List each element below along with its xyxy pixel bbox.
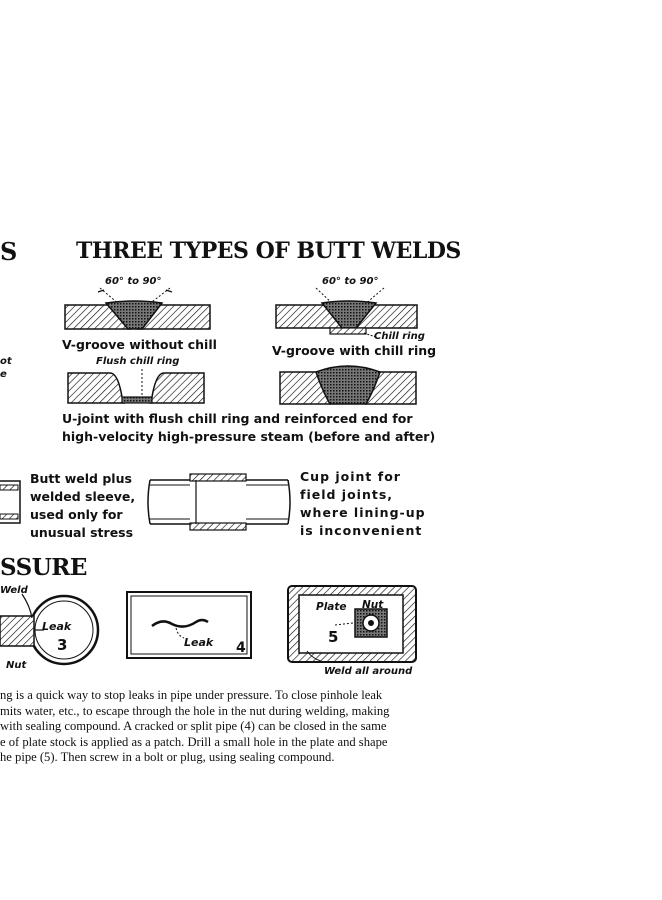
- paragraph-line: he pipe (5). Then screw in a bolt or plug, using sealing compound.: [0, 750, 335, 764]
- pressure-heading-fragment: SSURE: [0, 554, 87, 581]
- paragraph-line: e of plate stock is applied as a patch. Drill a small hole in the plate and shape: [0, 734, 388, 749]
- butt-sleeve-diagram: [0, 478, 26, 526]
- caption-v-groove-chill: V-groove with chill ring: [272, 343, 437, 358]
- leak-label-3: Leak: [42, 620, 72, 633]
- cup-joint-diagram: [146, 470, 296, 534]
- left-caption-fragment-1: ot: [0, 356, 12, 367]
- split-pipe-diagram: [124, 588, 254, 662]
- chill-ring-label: Chill ring: [374, 331, 425, 342]
- flush-chill-ring-label: Flush chill ring: [96, 356, 180, 367]
- cup-joint-caption-line: is inconvenient: [300, 523, 423, 538]
- plate-label: Plate: [316, 601, 347, 613]
- plate-patch-diagram: [285, 583, 419, 667]
- angle-label-right: 60° to 90°: [322, 276, 379, 287]
- butt-sleeve-caption-line: unusual stress: [30, 525, 134, 540]
- u-joint-before-diagram: [64, 367, 214, 409]
- butt-sleeve-caption-line: Butt weld plus: [30, 471, 132, 486]
- left-caption-fragment-2: e: [0, 369, 7, 380]
- figure-number-5: 5: [328, 628, 339, 646]
- butt-sleeve-caption-line: welded sleeve,: [30, 489, 136, 504]
- butt-welds-title: THREE TYPES OF BUTT WELDS: [76, 238, 461, 264]
- paragraph-line: mits water, etc., to escape through the hole in the nut during welding, making: [0, 703, 390, 718]
- cup-joint-caption: [300, 468, 426, 540]
- butt-sleeve-caption: [30, 470, 135, 542]
- nut-label-5: Nut: [362, 599, 384, 611]
- left-heading-fragment: S: [0, 237, 18, 266]
- paragraph-line: ng is a quick way to stop leaks in pipe under pressure. To close pinhole leak: [0, 688, 383, 702]
- angle-label-left: 60° to 90°: [105, 276, 162, 287]
- caption-u-joint-line-2: high-velocity high-pressure steam (before and after): [62, 429, 436, 444]
- body-paragraph: [0, 688, 389, 766]
- v-groove-diagram: [60, 285, 220, 335]
- u-joint-after-diagram: [276, 360, 421, 410]
- nut-label-3: Nut: [6, 660, 27, 671]
- weld-label: Weld: [0, 585, 28, 596]
- caption-v-groove: V-groove without chill: [62, 337, 217, 352]
- paragraph-line: with sealing compound. A cracked or split pipe (4) can be closed in the same: [0, 719, 387, 733]
- weld-all-around-label: Weld all around: [324, 666, 413, 677]
- butt-sleeve-caption-line: used only for: [30, 507, 123, 522]
- cup-joint-caption-line: where lining-up: [300, 505, 426, 520]
- cup-joint-caption-line: Cup joint for: [300, 469, 401, 484]
- figure-number-4: 4: [236, 640, 246, 656]
- cup-joint-caption-line: field joints,: [300, 487, 394, 502]
- figure-number-3: 3: [57, 636, 68, 654]
- leak-label-4: Leak: [184, 636, 214, 649]
- caption-u-joint-line-1: U-joint with flush chill ring and reinforced end for: [62, 411, 413, 426]
